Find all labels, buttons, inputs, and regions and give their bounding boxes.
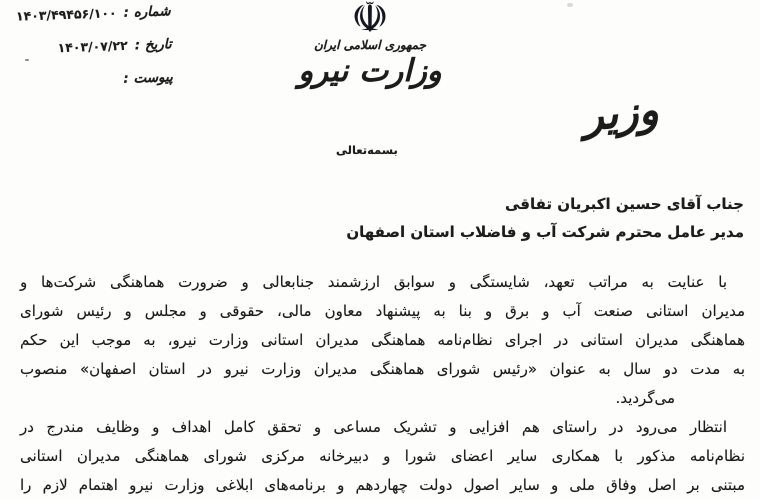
body-line: می‌گردید. — [615, 389, 675, 407]
recipient-name-line: جناب آقای حسین اکبریان تفاقی — [504, 195, 744, 213]
letterhead-ministry: وزارت نیرو — [298, 53, 442, 89]
scan-speck — [25, 59, 29, 61]
letter-date-row — [11, 36, 172, 64]
letter-date-value: ۱۴۰۳/۰۷/۲۲ — [57, 37, 128, 56]
recipient-block — [346, 190, 744, 246]
body-line: نظام‌نامه مذکور با همکاری سایر اعضای شورا و دبیرخانه مرکزی شورای هماهنگی مدیران استانی — [20, 447, 745, 465]
body-line: هماهنگی مدیران استانی در اجرای نظام‌نامه هماهنگی مدیران استانی وزارت نیرو، به موجب این حکم — [20, 331, 745, 349]
body-line: به مدت دو سال به عنوان «رئیس شورای هماهنگی مدیران وزارت نیرو در استان اصفهان» منصوب — [20, 360, 745, 378]
minister-title-calligraphy: وزیر — [581, 84, 661, 141]
body-paragraph-1 — [20, 268, 745, 413]
besmele-text: بسمه‌تعالی — [336, 143, 398, 157]
letter-attachment-row — [13, 69, 174, 97]
recipient-title-line: مدیر عامل محترم شرکت آب و فاضلاب استان اصفهان — [346, 223, 744, 241]
body-line: مدیران استانی صنعت آب و برق و بنا به پیشنهاد معاون مالی، حقوقی و مجلس و رئیس شورای — [20, 302, 745, 320]
letterhead — [275, 0, 465, 89]
iran-emblem-icon: ☫ — [351, 0, 389, 42]
letter-meta-block — [10, 3, 173, 108]
body-line: مبتنی بر اصل وفاق ملی و سایر اصول دولت چهاردهم و برنامه‌های ابلاغی وزارت نیرو اهتمام لازم را — [20, 476, 745, 494]
body-paragraph-2 — [20, 413, 745, 500]
letter-date-label: تاریخ : — [134, 36, 172, 54]
letter-body — [20, 268, 745, 500]
letter-number-label: شماره : — [123, 3, 171, 21]
body-line: انتظار می‌رود در راستای هم افزایی و تشریک مساعی و تحقق کامل اهداف و وظایف مندرج در — [20, 418, 727, 436]
letterhead-country: جمهوری اسلامی ایران — [313, 38, 427, 52]
letter-number-row — [10, 3, 171, 31]
scan-speck — [567, 3, 573, 7]
letter-number-value: ۱۴۰۳/۴۹۴۵۶/۱۰۰ — [15, 5, 117, 24]
letter-attachment-label: پیوست : — [123, 69, 174, 87]
body-line: با عنایت به مراتب تعهد، شایستگی و سوابق ارزشمند جنابعالی و ضرورت هماهنگی شرکت‌ها و — [20, 273, 727, 291]
